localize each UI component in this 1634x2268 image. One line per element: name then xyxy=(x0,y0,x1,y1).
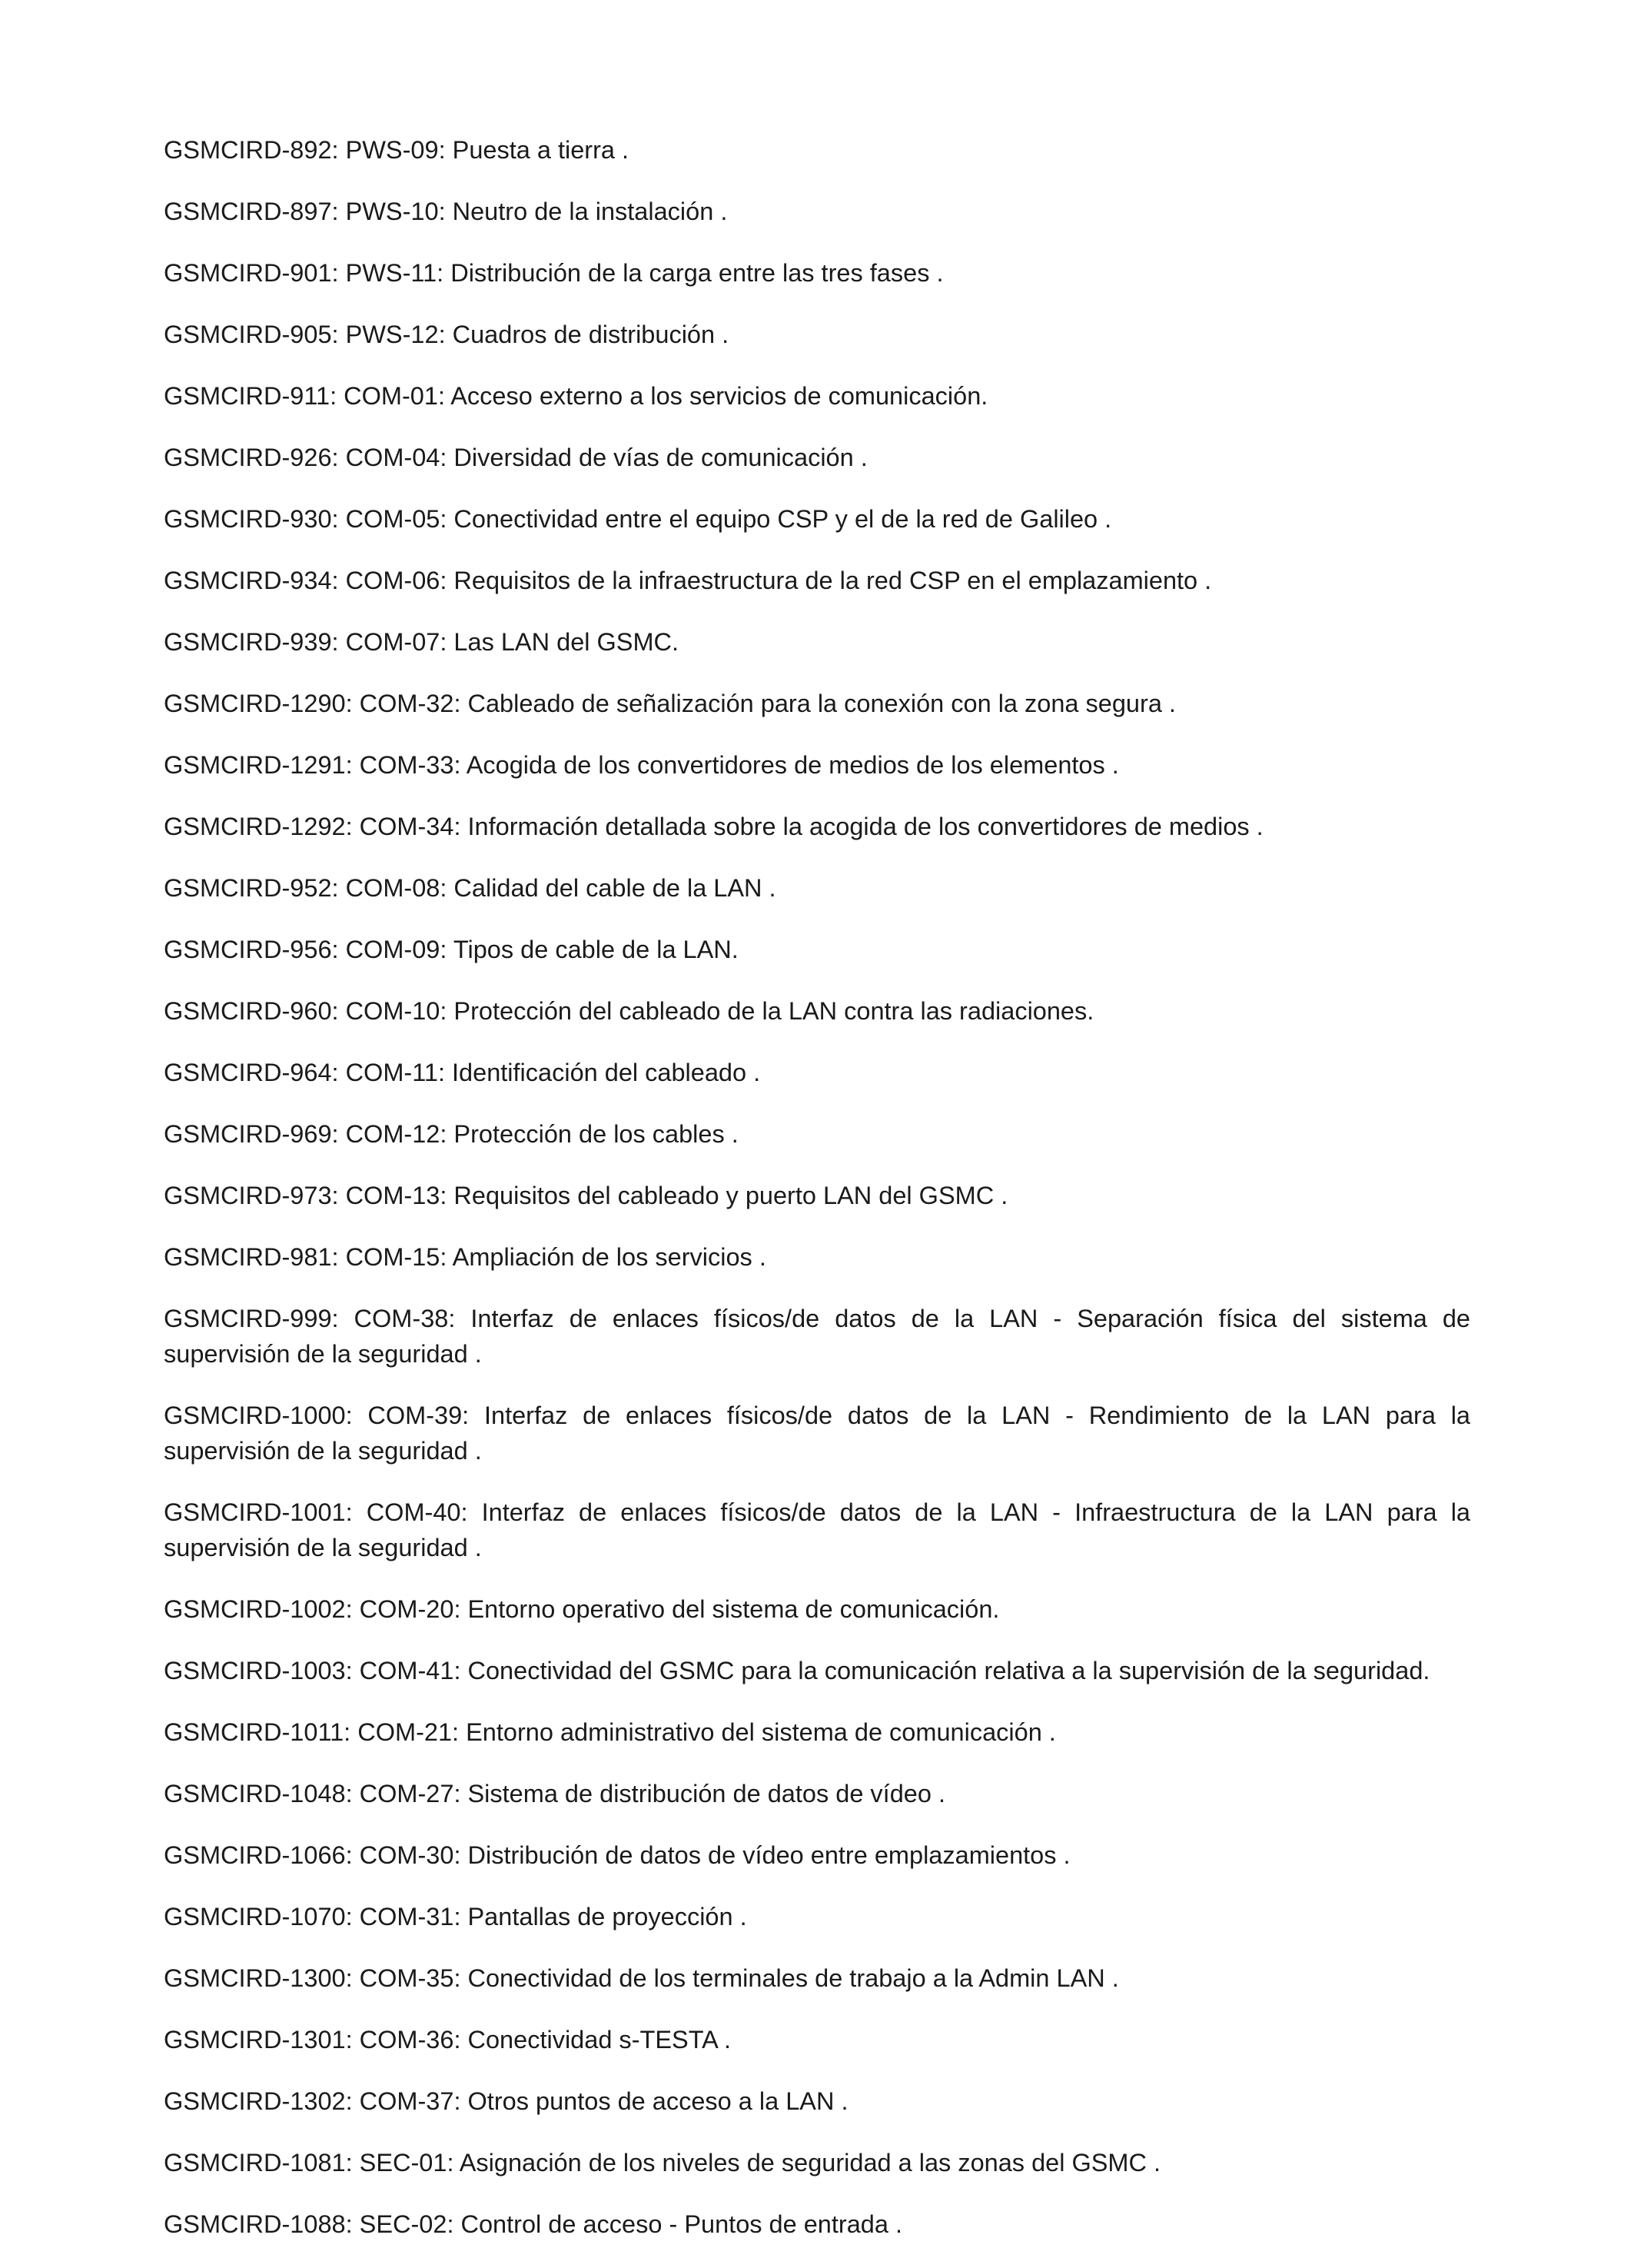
requirements-list xyxy=(164,132,1470,2268)
requirement-item: GSMCIRD-897: PWS-10: Neutro de la instalación . xyxy=(164,198,728,225)
requirement-item: GSMCIRD-964: COM-11: Identificación del cableado . xyxy=(164,1059,761,1086)
requirement-item: GSMCIRD-930: COM-05: Conectividad entre el equipo CSP y el de la red de Galileo . xyxy=(164,505,1112,533)
requirement-item: GSMCIRD-901: PWS-11: Distribución de la carga entre las tres fases . xyxy=(164,259,944,287)
requirement-item: GSMCIRD-960: COM-10: Protección del cableado de la LAN contra las radiaciones. xyxy=(164,997,1094,1025)
requirement-item: GSMCIRD-1300: COM-35: Conectividad de los terminales de trabajo a la Admin LAN . xyxy=(164,1964,1119,1992)
requirement-item: GSMCIRD-892: PWS-09: Puesta a tierra . xyxy=(164,136,629,164)
requirement-item: GSMCIRD-939: COM-07: Las LAN del GSMC. xyxy=(164,628,679,656)
requirement-item: GSMCIRD-952: COM-08: Calidad del cable de la LAN . xyxy=(164,874,776,902)
requirement-item: GSMCIRD-1088: SEC-02: Control de acceso - Puntos de entrada . xyxy=(164,2210,903,2238)
requirement-item: GSMCIRD-1292: COM-34: Información detallada sobre la acogida de los convertidores de medios . xyxy=(164,813,1264,840)
requirement-item: GSMCIRD-981: COM-15: Ampliación de los servicios . xyxy=(164,1243,766,1271)
requirement-item: GSMCIRD-1001: COM-40: Interfaz de enlaces físicos/de datos de la LAN - Infraestructura de la LAN para la supervisión de la seguridad . xyxy=(164,1498,1470,1561)
requirement-item: GSMCIRD-926: COM-04: Diversidad de vías de comunicación . xyxy=(164,444,868,471)
requirement-item: GSMCIRD-1011: COM-21: Entorno administrativo del sistema de comunicación . xyxy=(164,1718,1056,1746)
requirement-item: GSMCIRD-905: PWS-12: Cuadros de distribución . xyxy=(164,321,729,348)
requirement-item: GSMCIRD-1000: COM-39: Interfaz de enlaces físicos/de datos de la LAN - Rendimiento de la LAN para la supervisión de la seguridad . xyxy=(164,1402,1470,1465)
requirement-item: GSMCIRD-1070: COM-31: Pantallas de proyección . xyxy=(164,1903,747,1930)
requirement-item: GSMCIRD-973: COM-13: Requisitos del cableado y puerto LAN del GSMC . xyxy=(164,1182,1008,1209)
requirement-item: GSMCIRD-1301: COM-36: Conectividad s-TESTA . xyxy=(164,2026,732,2054)
requirement-item: GSMCIRD-956: COM-09: Tipos de cable de la LAN. xyxy=(164,936,739,963)
requirement-item: GSMCIRD-934: COM-06: Requisitos de la infraestructura de la red CSP en el emplazamiento . xyxy=(164,567,1212,594)
requirement-item: GSMCIRD-1048: COM-27: Sistema de distribución de datos de vídeo . xyxy=(164,1780,945,1807)
requirement-item: GSMCIRD-1081: SEC-01: Asignación de los niveles de seguridad a las zonas del GSMC . xyxy=(164,2149,1161,2177)
requirement-item: GSMCIRD-1002: COM-20: Entorno operativo del sistema de comunicación. xyxy=(164,1595,1000,1623)
requirement-item: GSMCIRD-999: COM-38: Interfaz de enlaces físicos/de datos de la LAN - Separación física del sistema de supervisión de la seguridad . xyxy=(164,1305,1470,1368)
requirement-item: GSMCIRD-969: COM-12: Protección de los cables . xyxy=(164,1120,739,1148)
requirement-item: GSMCIRD-1302: COM-37: Otros puntos de acceso a la LAN . xyxy=(164,2087,849,2115)
requirement-item: GSMCIRD-911: COM-01: Acceso externo a los servicios de comunicación. xyxy=(164,382,988,410)
requirement-item: GSMCIRD-1066: COM-30: Distribución de datos de vídeo entre emplazamientos . xyxy=(164,1841,1071,1869)
requirement-item: GSMCIRD-1290: COM-32: Cableado de señalización para la conexión con la zona segura . xyxy=(164,690,1176,717)
requirement-item: GSMCIRD-1003: COM-41: Conectividad del GSMC para la comunicación relativa a la supervisión de la seguridad. xyxy=(164,1657,1430,1684)
requirement-item: GSMCIRD-1291: COM-33: Acogida de los convertidores de medios de los elementos . xyxy=(164,751,1119,779)
